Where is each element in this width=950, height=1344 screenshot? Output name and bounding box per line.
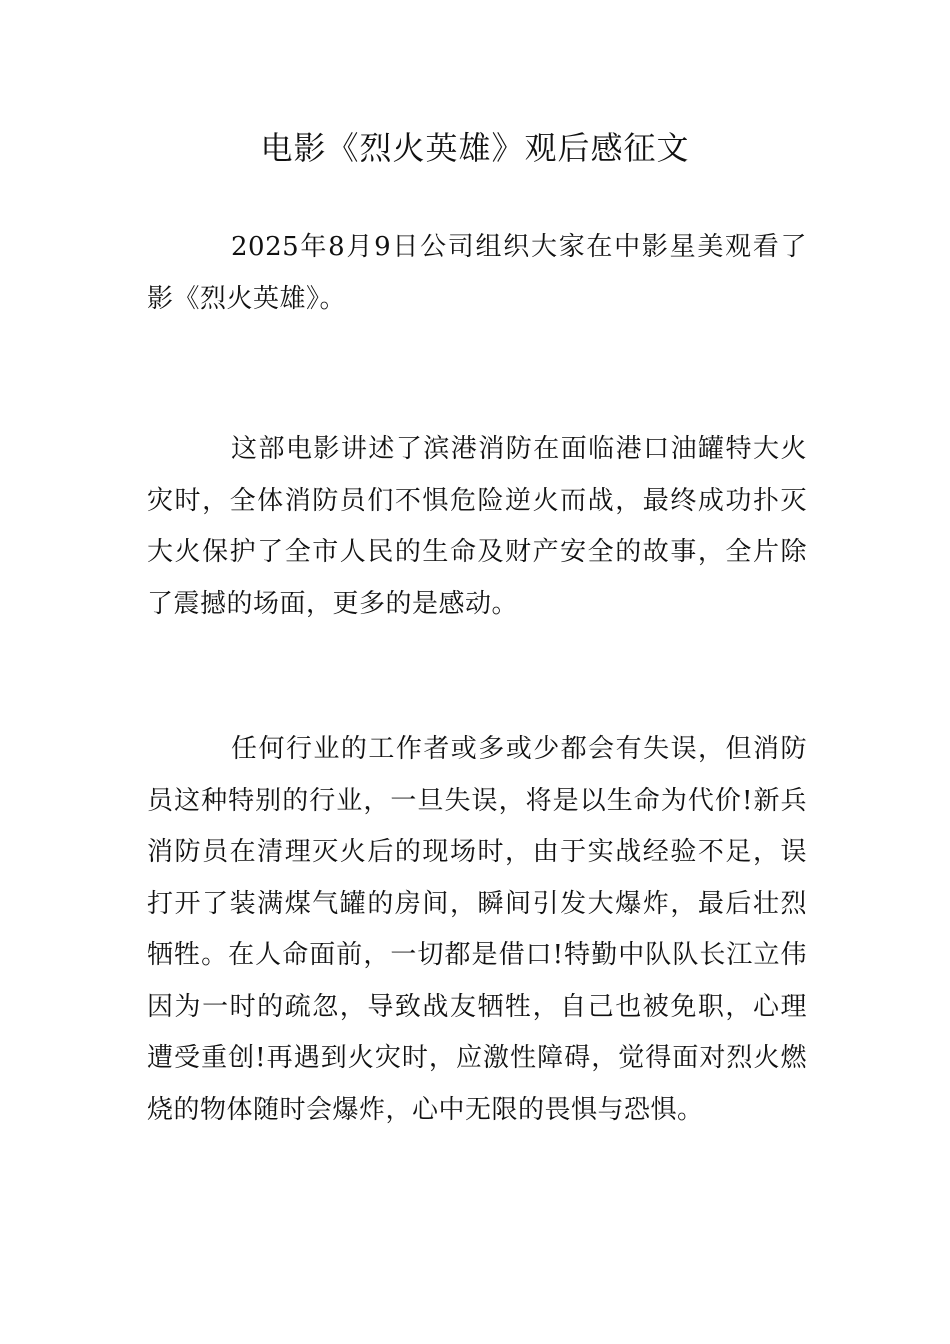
document-title: 电影《烈火英雄》观后感征文 [260, 129, 690, 167]
paragraph-reflection: 任何行业的工作者或多或少都会有失误，但消防员这种特别的行业，一旦失误，将是以生命为代价!新兵消防员在清理灭火后的现场时，由于实战经验不足，误打开了装满煤气罐的房间，瞬间引发大爆炸，最后壮烈牺牲。在人命面前，一切都是借口!特勤中队队长江立伟因为一时的疏忽，导致战友牺牲，自己也被免职，心理遭受重创!再遇到火灾时，应激性障碍，觉得面对烈火燃烧的物体随时会爆炸，心中无限的畏惧与恐惧。 [147, 734, 807, 1125]
paragraph-film-summary: 这部电影讲述了滨港消防在面临港口油罐特大火灾时，全体消防员们不惧危险逆火而战，最终成功扑灭大火保护了全市人民的生命及财产安全的故事，全片除了震撼的场面，更多的是感动。 [147, 434, 807, 619]
paragraph-viewing-event: 2025年8月9日公司组织大家在中影星美观看了影《烈火英雄》。 [147, 232, 807, 314]
